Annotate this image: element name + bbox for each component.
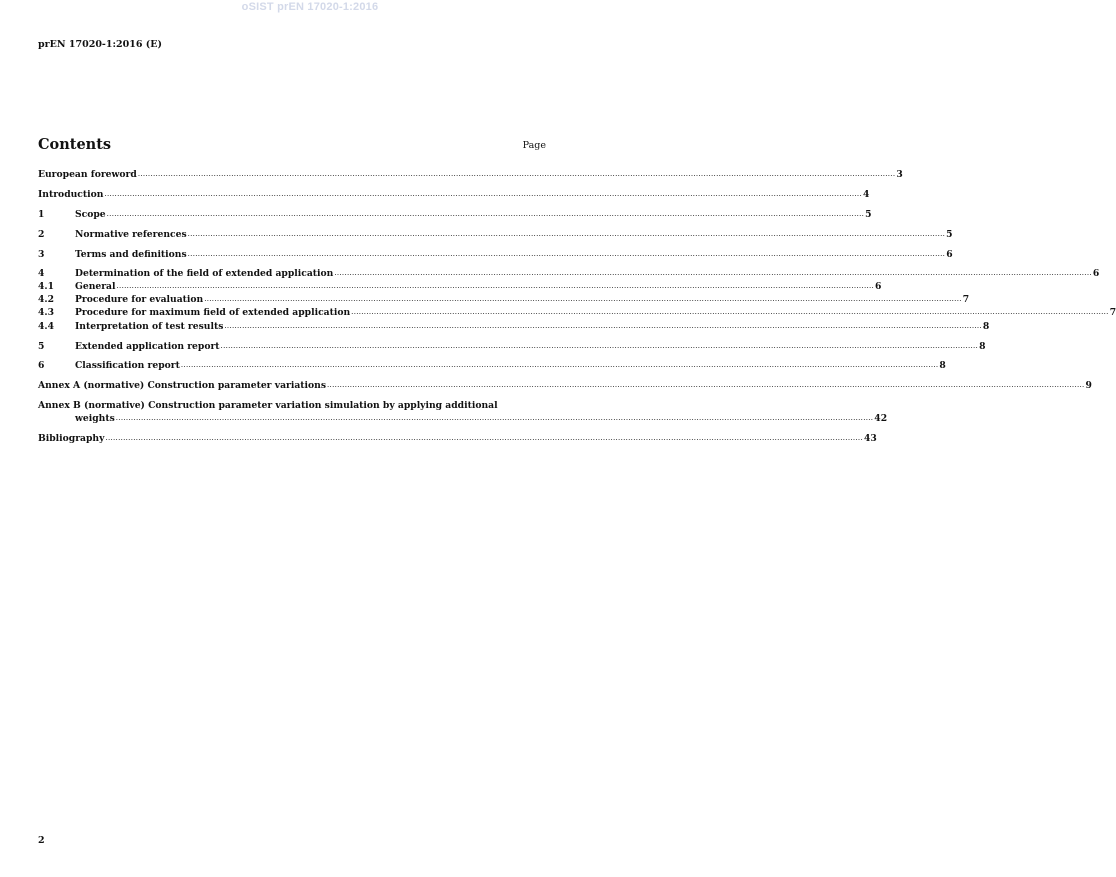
toc-entry-classification-report[interactable] [38, 360, 946, 371]
toc-entry-extended-application-report[interactable] [38, 341, 986, 352]
toc-entry-terms-and-definitions[interactable] [38, 249, 953, 260]
toc-entry-scope[interactable] [38, 209, 872, 220]
toc-entry-annex-b-line1[interactable]: Annex B (normative) Construction parameter variation simulation by applying additional [38, 400, 498, 411]
toc-entry-page: 7 [1109, 307, 1116, 318]
toc-entry-annex-a[interactable] [38, 380, 1092, 391]
toc-entry-annex-b-line2[interactable] [38, 413, 888, 424]
toc-entry-title: European foreword [38, 169, 137, 180]
dot-leader: ............................................................................................................................................................................................................................................................................................................ [104, 190, 862, 198]
toc-entry-number: 6 [38, 360, 45, 371]
dot-leader: ............................................................................................................................................................................................................................................................................................................ [187, 230, 946, 238]
toc-entry-bibliography[interactable] [38, 433, 877, 444]
toc-entry-number: 4.1 [38, 281, 54, 292]
toc-entry-introduction[interactable] [38, 189, 870, 200]
toc-entry-page: 6 [1092, 268, 1100, 279]
toc-entry-page: 43 [863, 433, 877, 444]
contents-title: Contents [38, 136, 112, 153]
toc-entry-number: 4 [38, 268, 45, 279]
dot-leader: ............................................................................................................................................................................................................................................................................................................ [115, 414, 874, 422]
toc-entry-title: Scope [75, 209, 106, 220]
document-id: prEN 17020-1:2016 (E) [38, 39, 162, 50]
toc-entry-title: Annex A (normative) Construction parameter variations [38, 380, 327, 391]
toc-entry-page: 6 [875, 281, 882, 292]
toc-entry-page: 4 [862, 189, 870, 200]
toc-entry-title: Introduction [38, 189, 104, 200]
toc-entry-title: Bibliography [38, 433, 105, 444]
toc-entry-page: 3 [896, 169, 903, 180]
toc-entry-number: 4.4 [38, 321, 54, 332]
dot-leader: ............................................................................................................................................................................................................................................................................................................ [224, 322, 982, 330]
toc-entry-number: 3 [38, 249, 45, 260]
toc-entry-number: 5 [38, 341, 45, 352]
toc-entry-title: General [75, 281, 116, 292]
dot-leader: ............................................................................................................................................................................................................................................................................................................ [116, 282, 875, 290]
toc-entry-page: 42 [874, 413, 888, 424]
toc-entry-number: 1 [38, 209, 45, 220]
toc-entry-title: Determination of the field of extended application [75, 268, 334, 279]
toc-entry-title: Classification report [75, 360, 180, 371]
toc-entry-interpretation[interactable] [38, 321, 990, 332]
toc-entry-page: 9 [1085, 380, 1092, 391]
toc-entry-determination[interactable] [38, 268, 1100, 279]
toc-entry-title: weights [75, 413, 115, 424]
toc-entry-title: Normative references [75, 229, 187, 240]
toc-entry-page: 7 [962, 294, 970, 305]
dot-leader: ............................................................................................................................................................................................................................................................................................................ [327, 381, 1085, 389]
toc-entry-page: 8 [939, 360, 946, 371]
toc-entry-number: 4.2 [38, 294, 54, 305]
dot-leader: ............................................................................................................................................................................................................................................................................................................ [187, 250, 946, 258]
toc-entry-procedure-maximum-field[interactable] [38, 307, 1116, 318]
toc-entry-procedure-evaluation[interactable] [38, 294, 970, 305]
page-column-label: Page [522, 140, 546, 151]
toc-entry-european-foreword[interactable] [38, 169, 903, 180]
toc-entry-page: 6 [946, 249, 953, 260]
toc-entry-title: Procedure for evaluation [75, 294, 204, 305]
toc-entry-title: Procedure for maximum field of extended application [75, 307, 351, 318]
dot-leader: ............................................................................................................................................................................................................................................................................................................ [180, 361, 939, 369]
dot-leader: ............................................................................................................................................................................................................................................................................................................ [351, 308, 1109, 316]
toc-entry-page: 8 [979, 341, 986, 352]
toc-entry-title: Extended application report [75, 341, 220, 352]
table-of-contents [38, 0, 1116, 877]
dot-leader: ............................................................................................................................................................................................................................................................................................................ [106, 210, 865, 218]
toc-entry-title: Interpretation of test results [75, 321, 224, 332]
dot-leader: ............................................................................................................................................................................................................................................................................................................ [105, 434, 863, 442]
dot-leader: ............................................................................................................................................................................................................................................................................................................ [137, 170, 896, 178]
dot-leader: ............................................................................................................................................................................................................................................................................................................ [334, 269, 1092, 277]
toc-entry-page: 5 [946, 229, 953, 240]
toc-entry-general[interactable] [38, 281, 882, 292]
toc-entry-page: 5 [865, 209, 872, 220]
toc-entry-normative-references[interactable] [38, 229, 953, 240]
watermark: oSIST prEN 17020-1:2016 [241, 1, 379, 13]
dot-leader: ............................................................................................................................................................................................................................................................................................................ [204, 295, 962, 303]
toc-entry-number: 4.3 [38, 307, 54, 318]
toc-entry-number: 2 [38, 229, 45, 240]
page-number: 2 [38, 835, 45, 846]
toc-entry-page: 8 [982, 321, 990, 332]
dot-leader: ............................................................................................................................................................................................................................................................................................................ [220, 342, 979, 350]
toc-entry-title: Terms and definitions [75, 249, 187, 260]
